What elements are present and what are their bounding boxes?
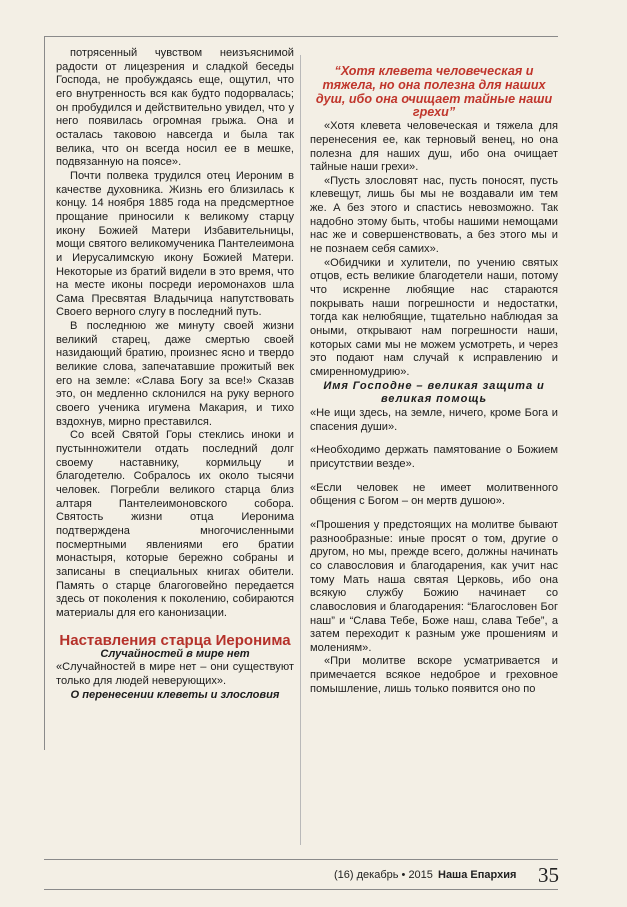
paragraph: «Не ищи здесь, на земле, ничего, кроме Бога и спасения души». [310,406,558,433]
paragraph: Со всей Святой Горы стеклись иноки и пустынножители отдать последний долг своему наставнику, кормильцу и благодетелю. Собралось их около тысячи человек. Погребли великого старца близ алтаря Пантелеимоновского собора. Святость жизни отца Иеронима подтверждена многочисленными посмертными явлениями его братии монастыря, которые бережно собраны и записаны в специальных книгах обители. Память о старце благоговейно передается здесь от поколения к поколению, собираются материалы для его канонизации. [56,429,294,619]
paragraph: «Обидчики и хулители, по учению святых отцов, есть великие благодетели наши, потому что искренне любящие нас стараются покрывать наши погрешности и недостатки, тогда как нелюбящие, тщательно наблюдая за оными, открывают нам погрешности наши, которых сами мы не можем усмотреть, и через это подают нам случай к исправлению и смиренномудрию». [310,256,558,378]
right-column [310,65,558,696]
paragraph: «При молитве вскоре усматривается и примечается всякое недоброе и греховное помышление, лишь только появится оно по [310,655,558,695]
section-heading: Наставления старца Иеронима [59,631,291,649]
subheading: О перенесении клеветы и злословия [70,688,280,701]
paragraph: «Пусть злословят нас, пусть поносят, пусть клевещут, лишь бы мы не воздавали им тем же. А без этого и спастись невозможно. Так надобно этому быть, чтобы нашими немощами нас же и совершенствовать, а без этого мы и не познаем себя самих». [310,174,558,256]
paragraph: В последнюю же минуту своей жизни великий старец, даже смертью своей назидающий братию, произнес ясно и твердо великие слова, запечатавшие прожитый век его на земле: «Слава Богу за все!» Сказав это, он медленно склонился на руку верного своего ученика игумена Макария, и тихо вздохнув, мирно преставился. [56,320,294,428]
paragraph: потрясенный чувством неизъяснимой радости от лицезрения и сладкой беседы Господа, не пробуждаясь еще, ощутил, что его внутренность вся как будто подорвалась; он пробудился и действительно увидел, что у него появилась огромная грыжа. Она и осталась таковою навсегда и была так велика, что он всегда носил ее в мешке, подвязанную на поясе». [56,47,294,169]
paragraph: «Случайностей в мире нет – они существуют только для людей неверующих». [56,661,294,687]
paragraph: «Если человек не имеет молитвенного общения с Богом – он мертв душою». [310,481,558,508]
column-divider [300,55,301,845]
bottom-rule [44,859,558,860]
magazine-name: Наша Епархия [438,869,517,881]
paragraph: Почти полвека трудился отец Иероним в качестве духовника. Жизнь его близилась к концу. 14 ноября 1885 года на предсмертное прощание приносили к великому старцу икону Божией Матери Избавительницы, мощи святого великомученика Пантелеимона и Иерусалимскую икону Божией Матери. Некоторые из братий видели в это время, что на месте иконы посреди иеромонахов шла Сама Пресвятая Владычица напутствовать Своего верного слугу в последний путь. [56,169,294,319]
subheading: Случайностей в мире нет [100,647,250,660]
section-heading: Имя Господне – великая защита и великая помощь [323,379,545,406]
paragraph: «Хотя клевета человеческая и тяжела для перенесения ее, как терновый венец, но она полезна для наших душ, ибо она очищает тайные наши грехи». [310,120,558,174]
pull-quote: “Хотя клевета человеческая и тяжела, но она полезна для наших душ, ибо она очищает тайные наши грехи” [315,64,553,120]
top-rule [44,36,558,37]
paragraph: «Необходимо держать памятование о Божием присутствии везде». [310,444,558,470]
left-rule [44,36,45,750]
left-column [56,47,294,702]
paragraph: «Прошения у предстоящих на молитве бывают разнообразные: иные просят о том, другие о другом, но мы, прежде всего, должны начинать со славословия и благодарения, как учит нас тому Мать наша святая Церковь, ибо она всякую службу Божию начинает со славословия и благодарения: “Благословен Бог наш” и “Слава Тебе, Боже наш, слава Тебе”, а затем переходит к разным уже прошениям и молениям». [310,518,558,654]
footer-rule [44,889,558,890]
page-number: 35 [538,863,559,887]
issue-date: (16) декабрь • 2015 [334,869,433,881]
